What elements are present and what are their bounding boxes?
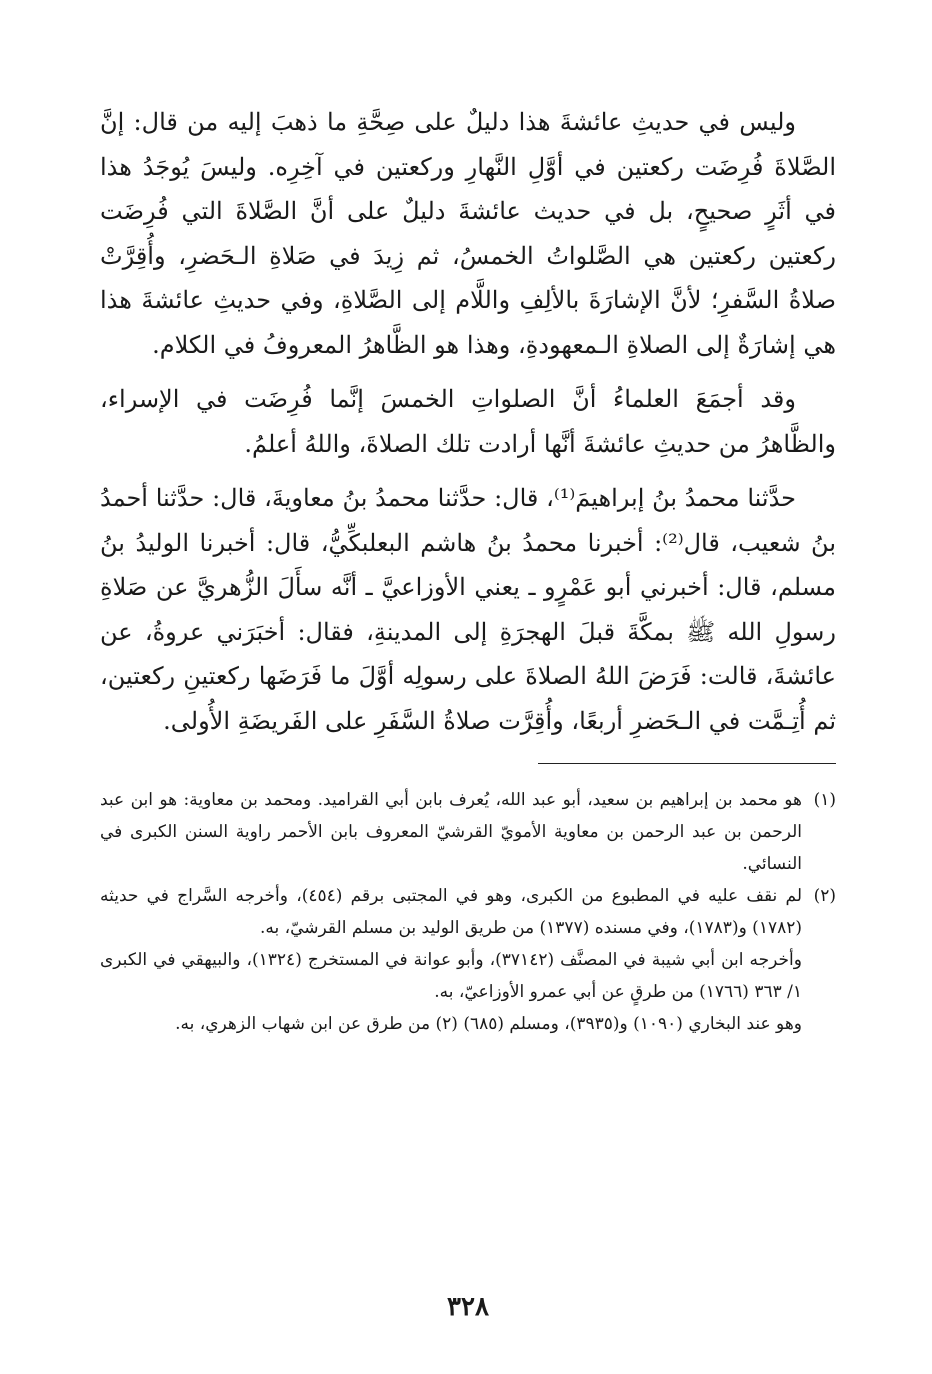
paragraph-3: حدَّثنا محمدُ بنُ إبراهيمَ⁽¹⁾، قال: حدَّثنا محمدُ بنُ معاويةَ، قال: حدَّثنا أحمدُ بنُ شعيب، قال⁽²⁾: أخبرنا محمدُ بنُ هاشم البعلبكِّيُّ، قال: أخبرنا الوليدُ بنُ مسلم، قال: أخبرني أبو عَمْرٍو ـ يعني الأوزاعيَّ ـ أنَّه سأَلَ الزُّهريَّ عن صَلاةِ رسولِ الله ﷺ بمكَّةَ قبلَ الهجرَةِ إلى المدينةِ، فقال: أخبَرَني عروةُ، عن عائشةَ، قالت: فَرَضَ اللهُ الصلاةَ على رسولِه أوَّلَ ما فَرَضَها ركعتينِ ركعتين، ثم أُتِـمَّت في الـحَضرِ أربعًا، وأُقِرَّت صلاةُ السَّفَرِ على الفَريضَةِ الأُولى.: [100, 484, 836, 735]
footnote-2: [100, 880, 836, 944]
paragraph-1: وليس في حديثِ عائشةَ هذا دليلٌ على صِحَّةِ ما ذهبَ إليه من قال: إنَّ الصَّلاةَ فُرِضَت ركعتين في أوَّلِ النَّهارِ وركعتين في آخِرِه. وليسَ يُوجَدُ هذا في أثَرٍ صحيحٍ، بل في حديث عائشةَ دليلٌ على أنَّ الصَّلاةَ التي فُرِضَت ركعتين ركعتين هي الصَّلواتُ الخمسُ، ثم زِيدَ في صَلاةِ الـحَضرِ، وأُقِرَّتْ صلاةُ السَّفرِ؛ لأنَّ الإشارَةَ بالألِفِ واللَّام إلى الصَّلاةِ، وفي حديثِ عائشةَ هذا هي إشارَةٌ إلى الصلاةِ الـمعهودةِ، وهذا هو الظَّاهرُ المعروفُ في الكلام.: [100, 108, 837, 359]
paragraph-2: وقد أجمَعَ العلماءُ أنَّ الصلواتِ الخمسَ إنَّما فُرِضَت في الإسراء، والظَّاهرُ من حديثِ عائشةَ أنَّها أرادت تلك الصلاةَ، واللهُ أعلمُ.: [100, 385, 836, 458]
footnote-1: [100, 784, 836, 880]
footnote-2-continuation-1: وأخرجه ابن أبي شيبة في المصنَّف (٣٧١٤٢)، وأبو عوانة في المستخرج (١٣٢٤)، والبيهقي في الكبرى ١/ ٣٦٣ (١٧٦٦) من طرقٍ عن أبي عمرو الأوزاعيّ، به.: [100, 950, 802, 1002]
book-page: [100, 100, 836, 1350]
main-text: [100, 100, 836, 743]
footnote-number: (١): [813, 790, 836, 810]
footnote-text: هو محمد بن إبراهيم بن سعيد، أبو عبد الله، يُعرف بابن أبي القراميد. ومحمد بن معاوية: هو ابن عبد الرحمن بن عبد الرحمن بن معاوية الأمويّ القرشيّ المعروف بابن الأحمر راوية السنن الكبرى في النسائي.: [100, 790, 802, 874]
footnote-number: (٢): [813, 886, 836, 906]
footnote-separator: [538, 763, 836, 764]
page-number: ٣٢٨: [447, 1292, 489, 1322]
footnote-2-continuation-2: وهو عند البخاري (١٠٩٠) و(٣٩٣٥)، ومسلم (٦٨٥) (٢) من طرق عن ابن شهاب الزهري، به.: [175, 1014, 802, 1034]
footnote-text: لم نقف عليه في المطبوع من الكبرى، وهو في المجتبى برقم (٤٥٤)، وأخرجه السَّراج في حديثه (١٧٨٢) و(١٧٨٣)، وفي مسنده (١٣٧٧) من طريق الوليد بن مسلم القرشيّ، به.: [100, 886, 803, 938]
footnotes: [100, 784, 836, 1040]
